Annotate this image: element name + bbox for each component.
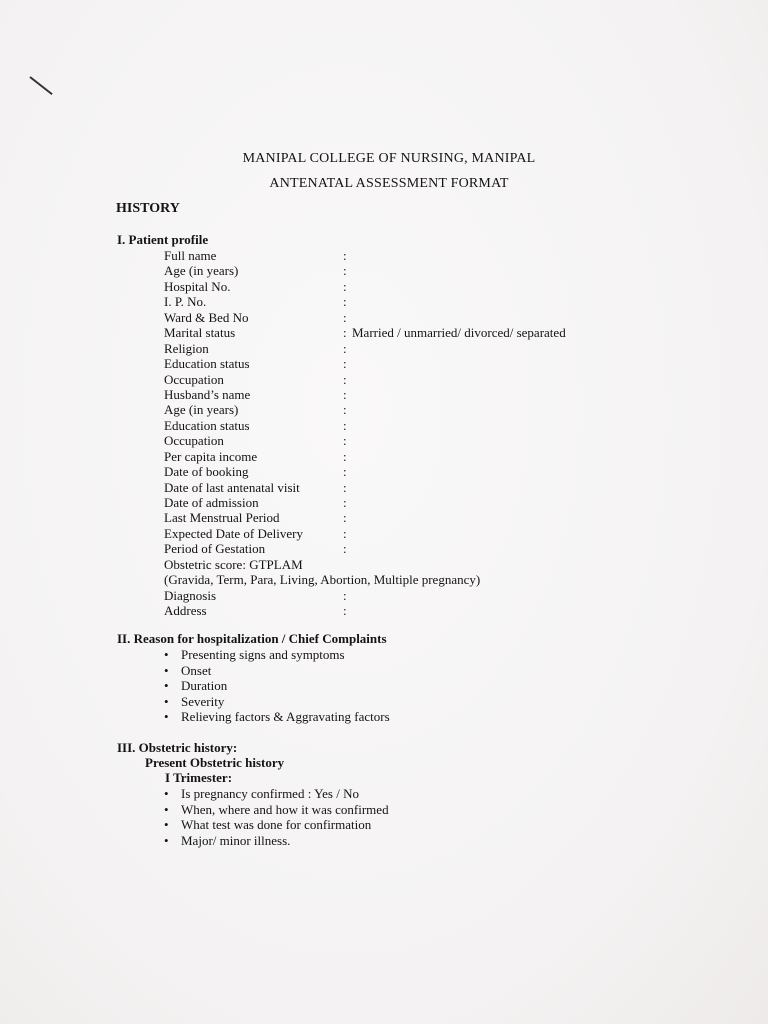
document-title: MANIPAL COLLEGE OF NURSING, MANIPAL	[242, 151, 536, 166]
profile-field-colon: :	[343, 464, 347, 480]
profile-field-label: Marital status	[164, 325, 236, 341]
profile-field-label: Age (in years)	[164, 402, 239, 418]
profile-field-label: Diagnosis	[164, 587, 216, 603]
obstetric-history-heading: III. Obstetric history:	[117, 740, 238, 755]
profile-field-row	[164, 588, 480, 603]
profile-field-label: Period of Gestation	[164, 541, 266, 557]
profile-field-label: Religion	[164, 340, 209, 356]
profile-field-label: Per capita income	[164, 448, 258, 464]
profile-field-row	[164, 248, 480, 263]
profile-field-row	[164, 263, 480, 278]
profile-field-colon: :	[343, 340, 347, 356]
profile-field-label: Expected Date of Delivery	[164, 525, 303, 541]
history-heading: HISTORY	[116, 201, 180, 216]
profile-field-row	[164, 572, 480, 587]
profile-field-label: Ward & Bed No	[164, 309, 249, 325]
trimester-list-item: • What test was done for confirmation	[164, 817, 389, 833]
profile-field-row	[164, 279, 480, 294]
profile-field-colon: :	[343, 263, 347, 279]
profile-field-label: Last Menstrual Period	[164, 510, 280, 526]
profile-field-label: Hospital No.	[164, 278, 231, 294]
profile-field-label: Full name	[164, 248, 217, 263]
profile-field-label: Date of booking	[164, 464, 249, 480]
profile-field-colon: :	[343, 433, 347, 449]
profile-field-colon: :	[343, 309, 347, 325]
profile-field-row	[164, 495, 480, 510]
complaint-list-item: • Severity	[164, 694, 390, 710]
complaint-list-item: • Presenting signs and symptoms	[164, 647, 390, 663]
complaint-list-item: • Onset	[164, 663, 390, 679]
profile-field-row	[164, 402, 480, 417]
profile-field-row	[164, 541, 480, 556]
present-obstetric-history-heading: Present Obstetric history	[145, 755, 285, 770]
profile-field-row	[164, 464, 480, 479]
profile-field-row	[164, 294, 480, 309]
profile-field-row	[164, 387, 480, 402]
profile-field-label: Education status	[164, 356, 250, 372]
complaint-list-item: • Duration	[164, 678, 390, 694]
profile-field-colon: :	[343, 603, 347, 619]
profile-field-label: (Gravida, Term, Para, Living, Abortion, Multiple pregnancy)	[164, 572, 481, 588]
profile-field-colon: :	[343, 417, 347, 433]
reason-hospitalization-heading: II. Reason for hospitalization / Chief Complaints	[117, 631, 387, 646]
document-subtitle: ANTENATAL ASSESSMENT FORMAT	[269, 176, 509, 191]
profile-field-colon: :	[343, 479, 347, 495]
profile-field-colon: :	[343, 495, 347, 510]
profile-field-row	[164, 557, 480, 572]
profile-field-colon: :	[343, 525, 347, 541]
profile-field-colon: :	[343, 386, 347, 402]
profile-field-colon: :	[343, 402, 347, 418]
profile-field-colon: :	[343, 356, 347, 372]
profile-field-label: Date of admission	[164, 495, 259, 510]
profile-field-label: Address	[164, 603, 207, 619]
complaint-list-item: • Relieving factors & Aggravating factors	[164, 709, 390, 725]
profile-field-value: Married / unmarried/ divorced/ separated	[352, 325, 566, 341]
profile-field-label: Occupation	[164, 433, 224, 449]
profile-field-row	[164, 510, 480, 525]
first-trimester-list	[164, 786, 389, 848]
profile-field-colon: :	[343, 587, 347, 603]
profile-field-row	[164, 341, 480, 356]
profile-field-colon: :	[343, 371, 347, 387]
profile-field-colon: :	[343, 510, 347, 526]
profile-field-label: Obstetric score: GTPLAM	[164, 556, 303, 572]
stray-pen-mark	[29, 76, 52, 95]
profile-field-row	[164, 418, 480, 433]
patient-profile-heading: I. Patient profile	[117, 232, 209, 247]
profile-field-colon: :	[343, 294, 347, 310]
profile-field-row	[164, 325, 566, 341]
profile-field-colon: :	[343, 278, 347, 294]
profile-field-colon: :	[343, 325, 347, 341]
profile-field-colon: :	[343, 541, 347, 557]
profile-field-row	[164, 433, 480, 448]
chief-complaints-list	[164, 647, 390, 725]
profile-field-label: Occupation	[164, 371, 224, 387]
first-trimester-heading: I Trimester:	[165, 770, 233, 785]
profile-field-label: Date of last antenatal visit	[164, 479, 300, 495]
patient-profile-fields	[164, 248, 566, 619]
profile-field-label: Husband’s name	[164, 386, 251, 402]
trimester-list-item: • Major/ minor illness.	[164, 833, 389, 849]
profile-field-colon: :	[343, 448, 347, 464]
profile-field-row	[164, 310, 480, 325]
profile-field-row	[164, 526, 480, 541]
profile-field-label: Age (in years)	[164, 263, 239, 279]
profile-field-label: Education status	[164, 417, 250, 433]
profile-field-row	[164, 480, 480, 495]
trimester-list-item: • Is pregnancy confirmed : Yes / No	[164, 786, 389, 802]
profile-field-row	[164, 603, 480, 618]
profile-field-label: I. P. No.	[164, 294, 207, 310]
profile-field-row	[164, 372, 480, 387]
profile-field-colon: :	[343, 248, 347, 263]
trimester-list-item: • When, where and how it was confirmed	[164, 802, 389, 818]
profile-field-row	[164, 356, 480, 371]
profile-field-row	[164, 449, 480, 464]
